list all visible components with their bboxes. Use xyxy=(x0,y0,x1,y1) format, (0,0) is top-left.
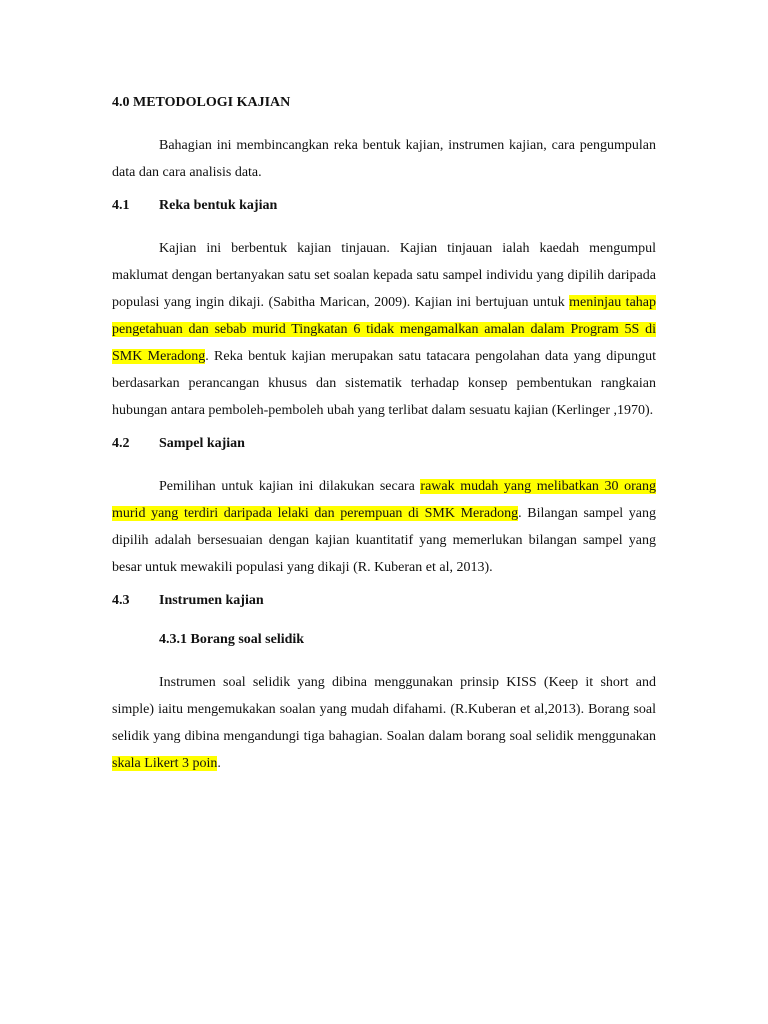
paragraph-instrumen xyxy=(112,669,656,777)
intro-paragraph: Bahagian ini membincangkan reka bentuk kajian, instrumen kajian, cara pengumpulan data dan cara analisis data. xyxy=(112,138,656,180)
section-title: Instrumen kajian xyxy=(159,593,264,608)
paragraph-reka-bentuk xyxy=(112,235,656,424)
chapter-heading: 4.0 METODOLOGI KAJIAN xyxy=(112,95,291,110)
section-number: 4.1 xyxy=(112,198,130,213)
section-title: Reka bentuk kajian xyxy=(159,198,278,213)
document-body xyxy=(112,93,656,777)
paragraph-text: Kajian ini berbentuk kajian tinjauan. Kajian tinjauan ialah kaedah mengumpul maklumat dengan bertanyakan satu set soalan kepada satu sampel individu yang dipilih daripada populasi yang ingin dikaji. (Sabitha Marican, 2009). Kajian ini bertujuan untuk xyxy=(112,241,656,310)
highlighted-text: skala Likert 3 poin xyxy=(112,756,218,771)
section-title: Sampel kajian xyxy=(159,436,245,451)
section-number: 4.2 xyxy=(112,436,130,451)
paragraph-sampel xyxy=(112,473,656,581)
subsection-heading-4-3-1: 4.3.1 Borang soal selidik xyxy=(159,632,305,647)
section-number: 4.3 xyxy=(112,593,130,608)
paragraph-text: Pemilihan untuk kajian ini dilakukan secara xyxy=(159,479,421,494)
paragraph-text: Instrumen soal selidik yang dibina menggunakan prinsip KISS (Keep it short and simple) iaitu mengemukakan soalan yang mudah difahami. (R.Kuberan et al,2013). Borang soal selidik yang dibina mengandungi tiga bahagian. Soalan dalam borang soal selidik menggunakan xyxy=(112,675,656,744)
section-heading-4-3 xyxy=(112,591,656,611)
highlighted-text: rawak mudah yang melibatkan 30 orang murid yang terdiri daripada lelaki dan perempuan di SMK Meradong xyxy=(112,479,657,521)
section-heading-4-1 xyxy=(112,196,656,216)
section-heading-4-2 xyxy=(112,434,656,454)
highlighted-text: meninjau tahap pengetahuan dan sebab murid Tingkatan 6 tidak mengamalkan amalan dalam Program 5S di SMK Meradong xyxy=(112,295,656,364)
paragraph-text: . xyxy=(217,756,221,771)
paragraph-text: . Bilangan sampel yang dipilih adalah bersesuaian dengan kajian kuantitatif yang memerlukan bilangan sampel yang besar untuk mewakili populasi yang dikaji (R. Kuberan et al, 2013). xyxy=(112,506,656,575)
paragraph-text: . Reka bentuk kajian merupakan satu tatacara pengolahan data yang dipungut berdasarkan perancangan khusus dan sistematik terhadap konsep pembentukan rangkaian hubungan antara pemboleh-pemboleh ubah yang terlibat dalam sesuatu kajian (Kerlinger ,1970). xyxy=(112,349,656,418)
